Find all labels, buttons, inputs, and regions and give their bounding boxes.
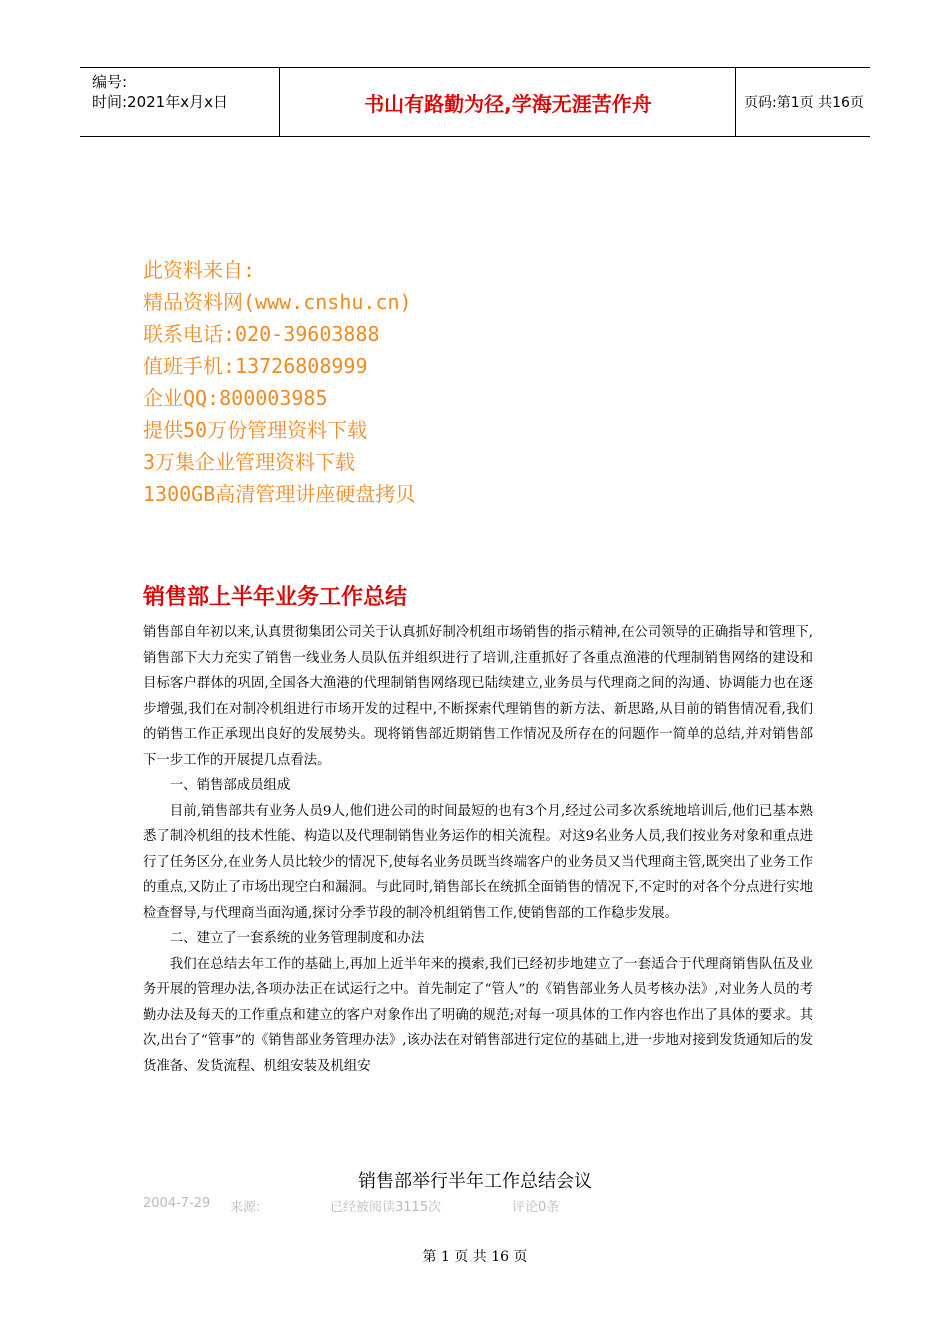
source-line: 值班手机:13726808999 [143,354,368,378]
paragraph: 销售部自年初以来,认真贯彻集团公司关于认真抓好制冷机组市场销售的指示精神,在公司领导的正确指导和管理下,销售部下大力充实了销售一线业务人员队伍并组织进行了培训,注重抓好了各重点渔港的代理制销售网络的建设和目标客户群体的巩固,全国各大渔港的代理制销售网络现已陆续建立,业务员与代理商之间的沟通、协调能力也在逐步增强,我们在对制冷机组进行市场开发的过程中,不断探索代理销售的新方法、新思路,从目前的销售情况看,我们的销售工作正承现出良好的发展势头。现将销售部近期销售工作情况及所存在的问题作一简单的总结,并对销售部下一步工作的开展提几点看法。 [143,625,813,768]
number-label: 编号: [92,73,128,91]
source-line: 1300GB高清管理讲座硬盘拷贝 [143,482,416,506]
page-number: 第 1 页 共 16 页 [422,1249,528,1265]
page-header [80,67,870,137]
section-heading: 二、建立了一套系统的业务管理制度和办法 [169,931,425,946]
header-meta-cell [80,68,280,136]
news-source: 来源: [230,1200,261,1215]
section-heading: 一、销售部成员组成 [169,778,291,793]
document-title: 销售部上半年业务工作总结 [143,585,408,610]
source-line: 企业QQ:800003985 [143,386,328,410]
source-line: 提供50万份管理资料下载 [143,418,368,442]
source-line: 3万集企业管理资料下载 [143,450,356,474]
document-body [143,620,813,1079]
news-comments: 评论0条 [512,1200,560,1215]
source-line: 精品资料网(www.cnshu.cn) [143,290,412,314]
source-line: 此资料来自: [143,258,256,282]
header-page-info: 页码:第1页 共16页 [744,95,864,111]
news-reads: 已经被阅读3115次 [330,1200,442,1215]
news-title: 销售部举行半年工作总结会议 [358,1171,592,1192]
news-date: 2004-7-29 [143,1196,211,1211]
paragraph: 我们在总结去年工作的基础上,再加上近半年来的摸索,我们已经初步地建立了一套适合于代理商销售队伍及业务开展的管理办法,各项办法正在试运行之中。首先制定了“管人”的《销售部业务人员考核办法》,对业务人员的考勤办法及每天的工作重点和建立的客户对象作出了明确的规范;对每一项具体的工作内容也作出了具体的要求。其次,出台了“管事”的《销售部业务管理办法》,该办法在对销售部进行定位的基础上,进一步地对接到发货通知后的发货准备、发货流程、机组安装及机组安 [143,956,813,1074]
source-line: 联系电话:020-39603888 [143,322,380,346]
date-label: 时间:2021年x月x日 [92,93,228,111]
header-motto: 书山有路勤为径,学海无涯苦作舟 [281,68,736,136]
paragraph: 目前,销售部共有业务人员9人,他们进公司的时间最短的也有3个月,经过公司多次系统地培训后,他们已基本熟悉了制冷机组的技术性能、构造以及代理制销售业务运作的相关流程。对这9名业务人员,我们按业务对象和重点进行了任务区分,在业务人员比较少的情况下,使每名业务员既当终端客户的业务员又当代理商主管,既突出了业务工作的重点,又防止了市场出现空白和漏洞。与此同时,销售部长在统抓全面销售的情况下,不定时的对各个分点进行实地检查督导,与代理商当面沟通,探讨分季节段的制冷机组销售工作,使销售部的工作稳步发展。 [143,803,813,921]
source-info-block [143,254,415,510]
